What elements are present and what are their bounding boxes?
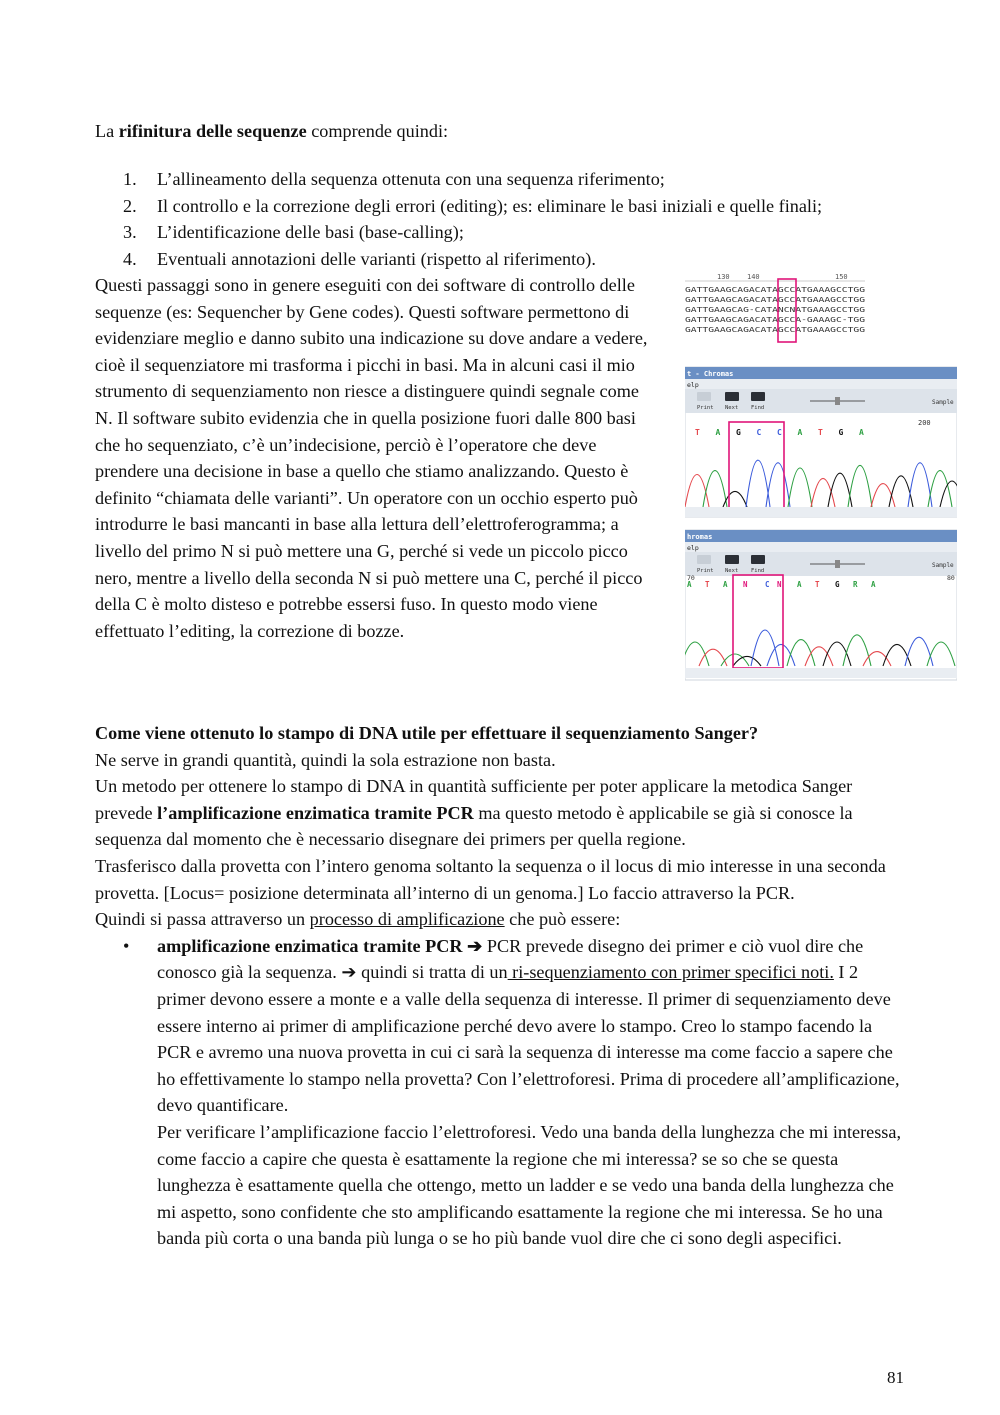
toolbar-icon [725, 392, 739, 401]
toolbar-icon [697, 392, 711, 401]
scrollbar [685, 668, 957, 678]
software-paragraph: Questi passaggi sono in genere eseguiti con dei software di controllo delle sequenze (es: Sequencher by Gene codes). Questi software permettono di evidenziare meglio e danno subito una indicazione su dove andare a vedere, cioè il sequenziatore mi trasforma i picchi in basi. Ma in alcuni casi il mio strumento di sequenziamento non riesce a distinguere quindi segnale come N. Il software subito evidenzia che in quella posizione fuori dalle 800 basi che ho sequenziato, c’è un’indecisione, perciò è l’operatore che deve prendere una decisione in base a quello che stiamo analizzando. Questo è definito “chiamata delle varianti”. Un operatore con un occhio esperto può introdurre le basi mancanti in base alla lettura dell’elettroferogramma; a livello del primo N si può mettere una G, perché si vede un piccolo picco nero, mentre a livello della seconda N si può mettere una C, perché il picco della C è molto disteso e potrebbe essersi fuso. In questo modo viene effettuato l’editing, la correzione di bozze. [95, 275, 648, 641]
section-paragraph: Quindi si passa attraverso un processo di amplificazione che può essere: [95, 909, 621, 930]
ruler-label: 130 [717, 273, 730, 281]
bold-term: l’amplificazione enzimatica tramite PCR [157, 802, 474, 823]
list-item [95, 219, 907, 246]
ruler-label: 140 [747, 273, 760, 281]
toolbar-icon [697, 555, 711, 564]
chromas-panel-bottom-title: hromas [687, 533, 713, 541]
toolbar-label: Next [725, 568, 739, 574]
toolbar-icon [751, 392, 765, 401]
sample-label: Sample [932, 399, 954, 406]
list-number: 3. [123, 222, 137, 243]
alignment-row: GATTGAAGCAGACATAGCCATGAAAGCCTGG [685, 285, 865, 294]
chromas-panel-bottom-menubar [685, 542, 957, 552]
list-number: 2. [123, 195, 137, 216]
base-label: A [797, 580, 802, 589]
alignment-row: GATTGAAGCAGACATAGCCATGAAAGCCTGG [685, 295, 865, 304]
section-paragraph: Trasferisco dalla provetta con l’intero genoma soltanto la sequenza o il locus di mio interesse in una seconda provetta. [Locus= posizione determinata all’interno di un genoma.] Lo faccio attraverso la PCR. [95, 855, 886, 903]
chromas-panel-bottom-menu: elp [687, 544, 699, 552]
intro-bold-term: rifinitura delle sequenze [118, 121, 307, 141]
page-number: 81 [887, 1368, 904, 1387]
chromas-panel-bottom-titlebar [685, 530, 957, 542]
intro-paragraph [95, 118, 907, 145]
list-text: L’allineamento della sequenza ottenuta con una sequenza riferimento; [157, 169, 665, 189]
base-label: G [736, 428, 741, 437]
section-line: Ne serve in grandi quantità, quindi la sola estrazione non basta. [95, 749, 556, 770]
base-label: G [838, 428, 844, 437]
pcr-section [95, 720, 907, 1252]
chromatogram-svg [685, 272, 957, 682]
slider-thumb [835, 397, 840, 405]
bullet-bold-term: amplificazione enzimatica tramite PCR [157, 935, 463, 956]
list-item: • amplificazione enzimatica tramite PCR ➔ PCR prevede disegno dei primer e ciò vuol dire che conosco già la sequenza. ➔ quindi si tratta di un ri-sequenziamento con primer specifici noti. I 2 primer devono essere a monte e a valle della sequenza di interesse. Il primer di sequenziamento deve essere interno ai primer di amplificazione perché devo avere lo stampo. Creo lo stampo facendo la PCR e avremo una nuova provetta in cui ci sarà la sequenza di interesse ma come faccio a sapere che ho effettivamente lo stampo nella provetta? Con l’elettroforesi. Prima di procedere all’amplificazione, devo quantificare. Per verificare l’amplificazione faccio l’elettroforesi. Vedo una banda della lunghezza che mi interessa, come faccio a capire che questa è esattamente la regione che mi interessa? se so che se questa lunghezza è esattamente quella che ottengo, metto un ladder e se vedo una banda della lunghezza che mi aspetto, sono confidente che sto amplificando esattamente la regione che mi interessa. Se ho una banda più corta o una banda più lunga o se ho più bande vuol dire che ci sono degli aspecifici. [95, 933, 907, 1252]
bullet-list [95, 933, 907, 1252]
toolbar-icon [725, 555, 739, 564]
intro-text-end: comprende quindi: [306, 121, 449, 141]
sample-label: Sample [932, 562, 954, 569]
position-label: 80 [947, 574, 955, 582]
section-heading: Come viene ottenuto lo stampo di DNA utile per effettuare il sequenziamento Sanger? [95, 723, 759, 743]
base-label: G [835, 580, 840, 589]
base-label: T [705, 580, 710, 589]
arrow-icon: ➔ [341, 962, 357, 983]
alignment-row: GATTGAAGCAGACATAGCCA-GAAAGC-TGG [685, 315, 865, 324]
list-text: Il controllo e la correzione degli errori (editing); es: eliminare le basi iniziali e quelle finali; [157, 195, 823, 216]
base-label: N [777, 580, 782, 589]
list-item [95, 246, 907, 273]
scrollbar [685, 507, 957, 517]
list-item [95, 193, 907, 220]
base-label: A [687, 580, 692, 589]
base-label: A [723, 580, 728, 589]
chromas-panel-top-title: t - Chromas [687, 370, 734, 378]
base-label: T [695, 428, 700, 437]
list-text: Eventuali annotazioni delle varianti (rispetto al riferimento). [157, 248, 596, 269]
list-text: L’identificazione delle basi (base-calling); [157, 222, 464, 243]
ruler-label: 150 [835, 273, 848, 281]
base-label: A [797, 428, 803, 437]
bullet-continuation: Per verificare l’amplificazione faccio l’elettroforesi. Vedo una banda della lunghezza che mi interessa, come faccio a capire che questa è esattamente la regione che mi interessa? se so che se questa lunghezza è esattamente quella che ottengo, metto un ladder e se vedo una banda della lunghezza che mi aspetto, sono confidente che sto amplificando esattamente la regione che mi interessa. Se ho una banda più corta o una banda più lunga o se ho più bande vuol dire che ci sono degli aspecifici. [157, 1121, 901, 1249]
chromas-panel-top-menubar [685, 379, 957, 389]
section-paragraph: Un metodo per ottenere lo stampo di DNA in quantità sufficiente per poter applicare la metodica Sanger prevede l’amplificazione enzimatica tramite PCR ma questo metodo è applicabile se già si conosce la sequenza dal momento che è necessario disegnare dei primers per quella regione. [95, 776, 853, 850]
base-label: A [715, 428, 721, 437]
underlined-term: processo di amplificazione [309, 909, 505, 930]
toolbar-label: Print [697, 568, 714, 574]
chromas-panel-top-menu: elp [687, 381, 699, 389]
list-item [95, 166, 907, 193]
toolbar-label: Print [697, 405, 714, 411]
toolbar-label: Next [725, 405, 739, 411]
position-label: 70 [687, 574, 695, 582]
underlined-term: ri-sequenziamento con primer specifici noti. [507, 962, 834, 983]
toolbar-icon [751, 555, 765, 564]
position-label: 200 [918, 419, 931, 427]
base-label: A [859, 428, 864, 437]
list-number: 4. [123, 248, 137, 269]
base-label: C [756, 428, 762, 437]
bullet-marker: • [123, 935, 130, 956]
base-label: N [743, 580, 748, 589]
slider-thumb [835, 560, 840, 568]
base-label: R [853, 580, 858, 589]
alignment-row: GATTGAAGCAGACATAGCCATGAAAGCCTGG [685, 325, 865, 334]
base-label: C [765, 580, 770, 589]
chromatogram-figure [685, 272, 957, 682]
toolbar-label: Find [751, 568, 765, 574]
alignment-row: GATTGAAGCAG-CATANCNATGAAAGCCTGG [685, 305, 865, 314]
base-label: A [871, 580, 876, 589]
arrow-icon: ➔ [467, 935, 483, 956]
base-label: T [818, 428, 823, 437]
toolbar-label: Find [751, 405, 765, 411]
list-number: 1. [123, 169, 137, 189]
steps-list [95, 166, 907, 272]
base-label: C [777, 428, 782, 437]
base-label: T [815, 580, 820, 589]
intro-text: La [95, 121, 119, 141]
